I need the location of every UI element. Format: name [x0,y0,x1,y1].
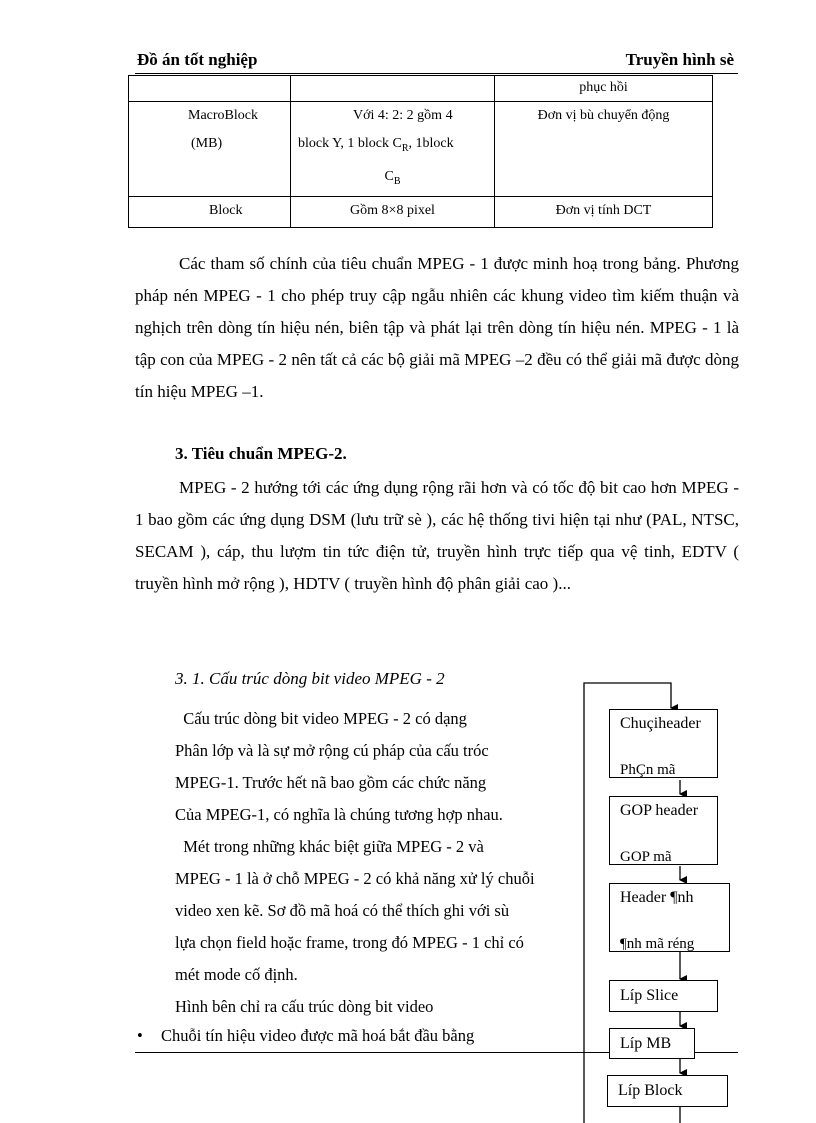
section-heading-mpeg2: 3. Tiêu chuẩn MPEG-2. [175,444,347,463]
table-cell: Với 4: 2: 2 gồm 4 block Y, 1 block $C_R$, 1block $C_B$ [291,102,495,197]
table-row [129,196,713,227]
mb-layer-box: Líp MB [609,1028,695,1059]
table-cell: phục hồi [495,76,713,102]
page-header-left: Đồ án tốt nghiệp [137,50,258,69]
text-line: Mét trong những khác biệt giữa MPEG - 2 và [175,837,484,856]
table-cell: Block [129,196,291,227]
table-cell: Đơn vị tính DCT [495,196,713,227]
gop-header-box: GOP header GOP mã [609,796,718,865]
bitstream-description [175,703,595,1023]
text-line: Phân lớp và là sự mở rộng cú pháp của cấu tróc [175,741,489,760]
text-line: Hình bên chỉ ra cấu trúc dòng bit video [175,997,434,1016]
macroblock-desc-line3: $C_B$ [384,168,401,187]
table-row [129,76,713,102]
subsection-heading-bitstream: 3. 1. Cấu trúc dòng bit video MPEG - 2 [175,669,445,688]
page-header-right: Truyền hình sè [625,50,734,69]
text-line: mét mode cố định. [175,965,298,984]
table-cell [129,76,291,102]
table-cell [129,102,291,197]
macroblock-desc-line2: block Y, 1 block $C_R$, 1block [298,136,454,154]
sequence-header-box: Chuçiheader PhÇn mã [609,709,718,778]
bullet-dot-icon: • [137,1026,143,1045]
paragraph-mpeg1-params: Các tham số chính của tiêu chuẩn MPEG - 1 được minh hoạ trong bảng. Phương pháp nén MPEG - 1 cho phép truy cập ngẫu nhiên các khung video tìm kiếm thuận và nghịch trên dòng tín hiệu nén, biên tập và phát lại trên dòng tín hiệu nén. MPEG - 1 là tập con của MPEG - 2 nên tất cả các bộ giải mã MPEG –2 đều có thể giải mã được dòng tín hiệu MPEG –1. [135,254,739,401]
text-line: MPEG - 1 là ở chỗ MPEG - 2 có khả năng xử lý chuỗi [175,869,535,888]
text-line: video xen kẽ. Sơ đồ mã hoá có thể thích ghi với sù [175,901,510,920]
text-line: Của MPEG-1, có nghĩa là chúng tương hợp nhau. [175,805,503,824]
paragraph-mpeg2-intro: MPEG - 2 hướng tới các ứng dụng rộng rãi hơn và có tốc độ bit cao hơn MPEG - 1 bao gồm các ứng dụng DSM (lưu trữ sè ), các hệ thống tivi hiện tại như (PAL, NTSC, SECAM ), cáp, thu lượm tin tức điện tử, truyền hình trực tiếp qua vệ tinh, EDTV ( truyền hình mở rộng ), HDTV ( truyền hình độ phân giải cao )... [135,478,739,593]
text-line: Cấu trúc dòng bit video MPEG - 2 có dạng [175,709,467,728]
table-cell [291,76,495,102]
table-cell: Đơn vị bù chuyển động [495,102,713,197]
bullet-item: • Chuỗi tín hiệu video được mã hoá bắt đầu bằng [137,1026,475,1045]
text-line: MPEG-1. Trước hết nã bao gồm các chức năng [175,773,487,792]
picture-header-box: Header ¶nh ¶nh mã réng [609,883,730,952]
table-row [129,102,713,197]
slice-layer-box: Líp Slice [609,980,718,1012]
mpeg-parameters-table [128,75,713,228]
header-divider [135,73,738,74]
block-layer-box: Líp Block [607,1075,728,1107]
text-line: lựa chọn field hoặc frame, trong đó MPEG - 1 chỉ có [175,933,524,952]
macroblock-abbrev: (MB) [191,136,223,151]
table-cell: Gồm 8×8 pixel [291,196,495,227]
macroblock-label: MacroBlock [188,108,258,123]
